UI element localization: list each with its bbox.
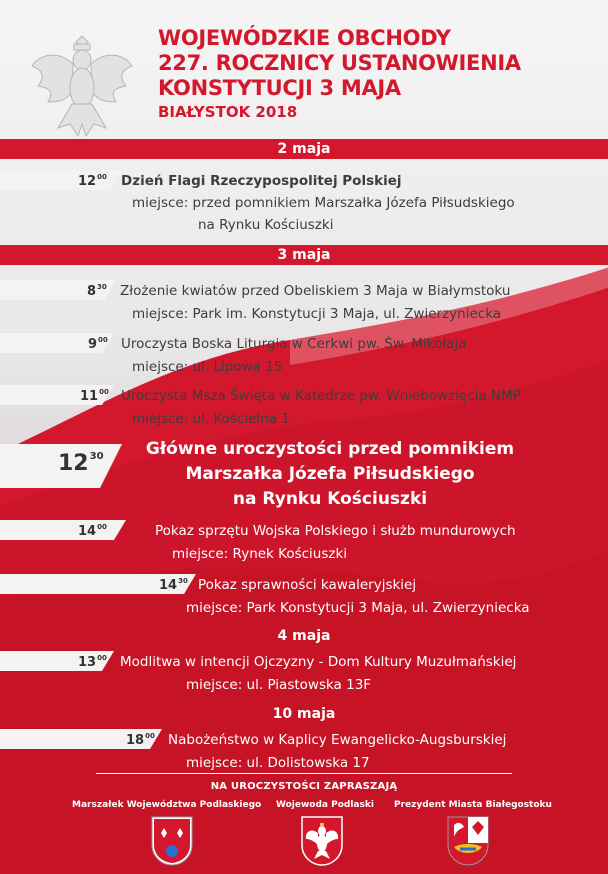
event-name: Pokaz sprawności kawaleryjskiej (198, 577, 417, 593)
event-place: miejsce: ul. Dolistowska 17 (186, 755, 370, 771)
event-place: miejsce: Park Konstytucji 3 Maja, ul. Zwierzyniecka (186, 600, 530, 616)
event-name: Dzień Flagi Rzeczypospolitej Polskiej (121, 173, 402, 189)
title-line3: KONSTYTUCJI 3 MAJA (158, 76, 401, 100)
event-time: $18^{00}$ (126, 732, 155, 748)
date-label: 2 maja (277, 141, 331, 157)
event-place: miejsce: ul. Lipowa 15 (132, 359, 283, 375)
event-place: miejsce: Rynek Kościuszki (172, 546, 348, 562)
event-time: $14^{00}$ (78, 523, 107, 539)
event-time: $8^{30}$ (87, 283, 107, 299)
footer-invite: NA UROCZYSTOŚCI ZAPRASZAJĄ (210, 781, 398, 792)
event-name: Modlitwa w intencji Ojczyzny - Dom Kultury Muzułmańskiej (120, 654, 517, 670)
event-time: $14^{30}$ (159, 577, 188, 593)
title-line1: WOJEWÓDZKIE OBCHODY (158, 26, 451, 50)
date-label: 4 maja (277, 628, 331, 644)
event-name: Nabożeństwo w Kaplicy Ewangelicko-Augsburskiej (168, 732, 507, 748)
date-label: 10 maja (272, 706, 336, 722)
event-time: $9^{00}$ (88, 336, 108, 352)
main-event-line1: Główne uroczystości przed pomnikiem (145, 439, 515, 459)
event-place: miejsce: przed pomnikiem Marszałka Józefa Piłsudskiego (132, 195, 515, 211)
organizer-marshal: Marszałek Województwa Podlaskiego (72, 800, 262, 810)
event-place: miejsce: Park im. Konstytucji 3 Maja, ul. Zwierzyniecka (132, 306, 502, 322)
white-eagle-emblem (28, 30, 136, 142)
event-name: Pokaz sprzętu Wojska Polskiego i służb mundurowych (155, 523, 516, 539)
event-place-line2: na Rynku Kościuszki (198, 217, 334, 233)
event-name: Uroczysta Msza Święta w Katedrze pw. Wniebowzięcia NMP (121, 388, 521, 404)
date-bar-4-maja (0, 626, 608, 646)
main-event (130, 437, 530, 512)
event-place: miejsce: ul. Piastowska 13F (186, 677, 372, 693)
event-time-main: $12^{30}$ (58, 451, 104, 476)
poster-title (158, 26, 521, 122)
event-name: Złożenie kwiatów przed Obeliskiem 3 Maja w Białymstoku (120, 283, 511, 299)
date-label: 3 maja (277, 247, 331, 263)
main-event-line3: na Rynku Kościuszki (232, 489, 428, 509)
organizer-voivode: Wojewoda Podlaski (276, 800, 374, 810)
event-time: $11^{00}$ (80, 388, 109, 404)
main-event-line2: Marszałka Józefa Piłsudskiego (185, 464, 475, 484)
title-line2: 227. ROCZNICY USTANOWIENIA (158, 51, 521, 75)
footer-divider (96, 773, 512, 774)
title-subtitle: BIAŁYSTOK 2018 (158, 103, 298, 121)
event-name: Uroczysta Boska Liturgia w Cerkwi pw. Św. Mikołaja (121, 336, 467, 352)
date-bar-3-maja (0, 245, 608, 265)
date-bar-10-maja (0, 704, 608, 724)
event-place: miejsce: ul. Kościelna 1 (132, 411, 290, 427)
podlaskie-crest-icon (150, 815, 194, 867)
time-ribbon (0, 520, 126, 540)
event-time: $13^{00}$ (78, 654, 107, 670)
event-time: $12^{00}$ (78, 173, 107, 189)
bialystok-crest-icon (446, 815, 490, 867)
poland-crest-icon (300, 815, 344, 867)
organizer-mayor: Prezydent Miasta Białegostoku (394, 800, 552, 810)
date-bar-2-maja (0, 139, 608, 159)
